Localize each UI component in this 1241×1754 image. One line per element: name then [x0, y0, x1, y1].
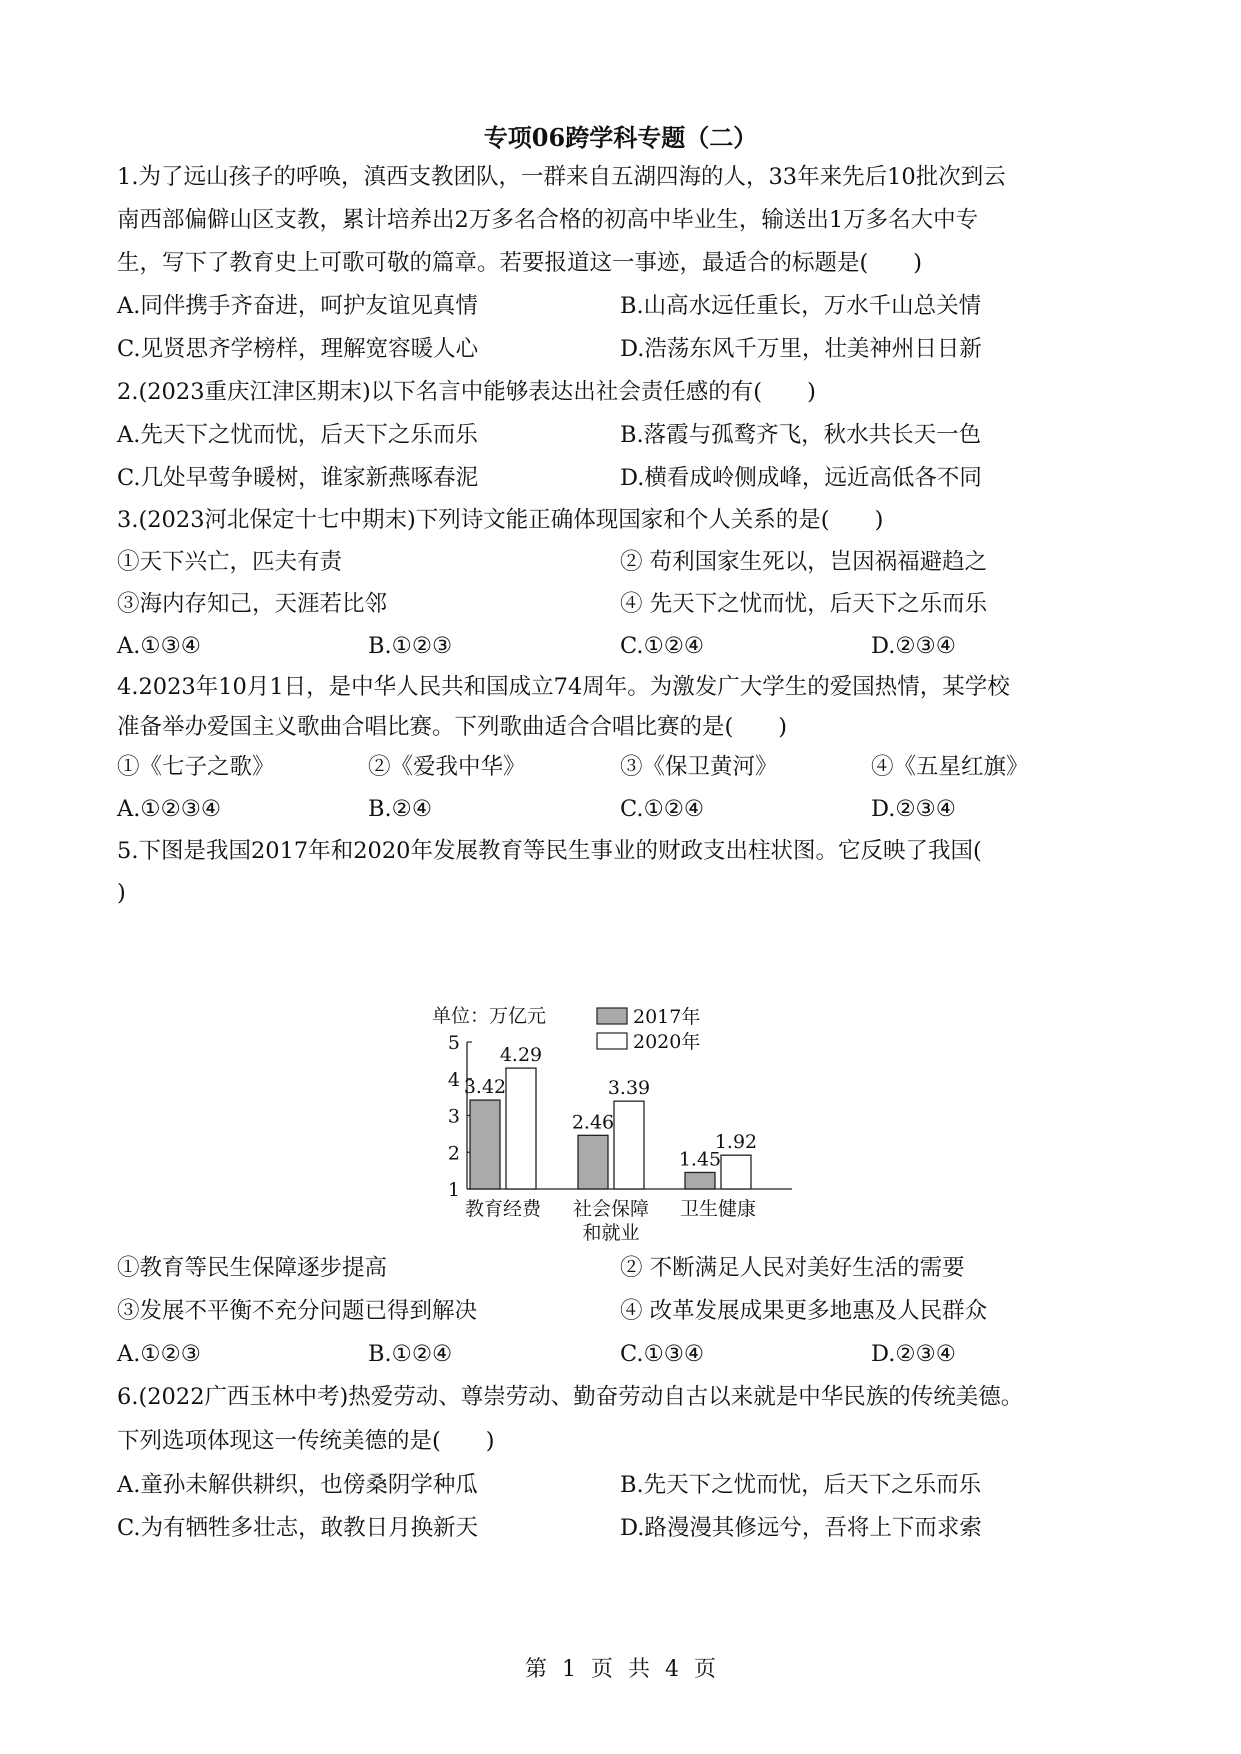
- q4-option-b: B.②④: [368, 796, 433, 822]
- page-footer: 第 1 页 共 4 页: [525, 1657, 716, 1682]
- q4-item-2: ②《爱我中华》: [368, 754, 526, 780]
- legend-swatch: [597, 1008, 627, 1024]
- q5-item-4: ④ 改革发展成果更多地惠及人民群众: [620, 1298, 988, 1324]
- q3-option-b: B.①②③: [368, 633, 453, 659]
- legend-swatch: [597, 1033, 627, 1049]
- q4-option-a: A.①②③④: [117, 796, 222, 822]
- x-tick-label: 教育经费: [464, 1198, 542, 1220]
- q1-option-b: B.山高水远任重长，万水千山总关情: [620, 293, 982, 319]
- q2-line-1: 2.(2023重庆江津区期末)以下名言中能够表达出社会责任感的有( ): [117, 379, 816, 405]
- bar: [578, 1135, 608, 1189]
- q6-line-1: 6.(2022广西玉林中考)热爱劳动、尊崇劳动、勤奋劳动自古以来就是中华民族的传统美德。: [117, 1384, 1024, 1410]
- q4-line-1: 4.2023年10月1日，是中华人民共和国成立74周年。为激发广大学生的爱国热情，某学校: [117, 674, 1010, 700]
- q3-option-c: C.①②④: [620, 633, 705, 659]
- q2-option-c: C.几处早莺争暖树，谁家新燕啄春泥: [117, 465, 479, 491]
- q5-item-2: ② 不断满足人民对美好生活的需要: [620, 1255, 965, 1281]
- q5-option-b: B.①②④: [368, 1341, 453, 1367]
- q3-option-a: A.①③④: [117, 633, 201, 659]
- q1-line-2: 南西部偏僻山区支教，累计培养出2万多名合格的初高中毕业生，输送出1万多名大中专: [117, 207, 979, 233]
- chart-unit-label: 单位：万亿元: [432, 1005, 547, 1027]
- q4-line-2: 准备举办爱国主义歌曲合唱比赛。下列歌曲适合合唱比赛的是( ): [117, 714, 788, 740]
- expenditure-bar-chart: [430, 1002, 810, 1242]
- y-tick-label: 3: [447, 1105, 460, 1128]
- q6-option-b: B.先天下之忧而忧，后天下之乐而乐: [620, 1472, 982, 1498]
- bar: [506, 1068, 536, 1189]
- bar: [685, 1172, 715, 1189]
- q6-option-d: D.路漫漫其修远兮，吾将上下而求索: [620, 1515, 982, 1541]
- bar: [470, 1100, 500, 1189]
- q3-item-4: ④ 先天下之忧而忧，后天下之乐而乐: [620, 591, 988, 617]
- q2-option-b: B.落霞与孤鹜齐飞，秋水共长天一色: [620, 422, 982, 448]
- y-tick-label: 4: [447, 1068, 460, 1091]
- q3-option-d: D.②③④: [871, 633, 956, 659]
- q3-item-3: ③海内存知己，天涯若比邻: [117, 591, 388, 617]
- q4-item-1: ①《七子之歌》: [117, 754, 275, 780]
- bar-value-label: 1.92: [714, 1131, 758, 1154]
- x-tick-label: 卫生健康: [679, 1198, 757, 1220]
- q5-option-d: D.②③④: [871, 1341, 956, 1367]
- q4-item-4: ④《五星红旗》: [871, 754, 1029, 780]
- q5-option-a: A.①②③: [117, 1341, 201, 1367]
- bar: [614, 1101, 644, 1189]
- chart-svg: [430, 1002, 810, 1242]
- q1-line-3: 生，写下了教育史上可歌可敬的篇章。若要报道这一事迹，最适合的标题是( ): [117, 250, 923, 276]
- q6-line-2: 下列选项体现这一传统美德的是( ): [117, 1428, 495, 1454]
- q5-item-3: ③发展不平衡不充分问题已得到解决: [117, 1298, 478, 1324]
- bar-value-label: 3.39: [607, 1077, 651, 1100]
- page-title: 专项06跨学科专题（二）: [483, 123, 758, 152]
- q3-item-2: ② 苟利国家生死以，岂因祸福避趋之: [620, 549, 988, 575]
- q1-option-d: D.浩荡东风千万里，壮美神州日日新: [620, 336, 982, 362]
- q6-option-a: A.童孙未解供耕织，也傍桑阴学种瓜: [117, 1472, 478, 1498]
- legend-label: 2017年: [633, 1006, 701, 1028]
- bar-value-label: 4.29: [499, 1044, 543, 1067]
- q6-option-c: C.为有牺牲多壮志，敢教日月换新天: [117, 1515, 479, 1541]
- q1-line-1: 1.为了远山孩子的呼唤，滇西支教团队，一群来自五湖四海的人，33年来先后10批次到云: [117, 164, 1006, 190]
- q3-line-1: 3.(2023河北保定十七中期末)下列诗文能正确体现国家和个人关系的是( ): [117, 507, 884, 533]
- q1-option-c: C.见贤思齐学榜样，理解宽容暖人心: [117, 336, 479, 362]
- bar: [721, 1155, 751, 1189]
- q4-option-d: D.②③④: [871, 796, 956, 822]
- q2-option-a: A.先天下之忧而忧，后天下之乐而乐: [117, 422, 478, 448]
- x-tick-label: 和就业: [582, 1222, 640, 1242]
- q5-item-1: ①教育等民生保障逐步提高: [117, 1255, 388, 1281]
- q1-option-a: A.同伴携手齐奋进，呵护友谊见真情: [117, 293, 478, 319]
- q4-item-3: ③《保卫黄河》: [620, 754, 778, 780]
- q4-option-c: C.①②④: [620, 796, 705, 822]
- q3-item-1: ①天下兴亡，匹夫有责: [117, 549, 343, 575]
- q5-option-c: C.①③④: [620, 1341, 705, 1367]
- bar-value-label: 2.46: [571, 1111, 615, 1134]
- y-tick-label: 2: [447, 1142, 460, 1165]
- q2-option-d: D.横看成岭侧成峰，远近高低各不同: [620, 465, 982, 491]
- q5-line-2: ): [117, 880, 126, 906]
- bar-value-label: 3.42: [463, 1076, 507, 1099]
- bar-value-label: 1.45: [678, 1148, 722, 1171]
- q5-line-1: 5.下图是我国2017年和2020年发展教育等民生事业的财政支出柱状图。它反映了我国(: [117, 838, 982, 864]
- y-tick-label: 5: [447, 1032, 460, 1054]
- x-tick-label: 社会保障: [572, 1198, 650, 1220]
- y-tick-label: 1: [447, 1179, 460, 1201]
- legend-label: 2020年: [633, 1031, 701, 1053]
